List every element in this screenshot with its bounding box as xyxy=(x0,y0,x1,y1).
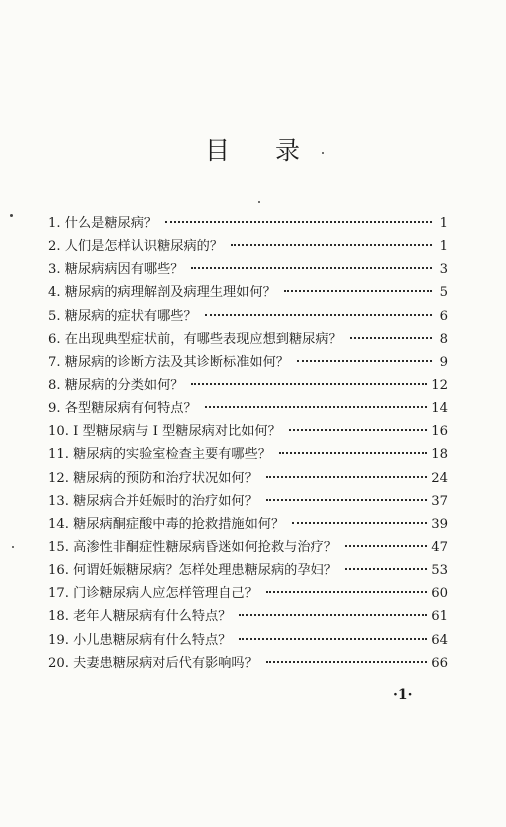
dot-leader xyxy=(297,360,432,362)
toc-entry xyxy=(48,258,448,281)
dot-leader xyxy=(345,568,427,570)
toc-entry-label: 7. 糖尿病的诊断方法及其诊断标准如何？ xyxy=(48,354,289,370)
toc-entry-page: 53 xyxy=(431,563,448,579)
title-char-2: 录 xyxy=(275,136,302,165)
toc-entry-label: 18. 老年人糖尿病有什么特点？ xyxy=(48,609,232,625)
toc-entry xyxy=(48,235,448,258)
scan-speck xyxy=(258,201,260,203)
toc-entry-label: 9. 各型糖尿病有何特点？ xyxy=(48,401,197,417)
dot-leader xyxy=(231,244,432,246)
dot-leader xyxy=(289,429,427,431)
toc-entry-label: 8. 糖尿病的分类如何？ xyxy=(48,377,184,393)
dot-leader xyxy=(205,406,428,408)
toc-entry-page: 61 xyxy=(431,609,448,625)
scan-speck xyxy=(10,214,13,217)
toc-entry-page: 14 xyxy=(431,401,448,417)
page-number: ·1· xyxy=(393,687,413,703)
toc-entry-page: 37 xyxy=(431,493,448,509)
toc-entry-label: 16. 何谓妊娠糖尿病？怎样处理患糖尿病的孕妇？ xyxy=(48,563,337,579)
dot-leader xyxy=(345,545,427,547)
toc-entry-label: 11. 糖尿病的实验室检查主要有哪些？ xyxy=(48,447,271,463)
toc-entry xyxy=(48,397,448,420)
table-of-contents xyxy=(48,212,448,675)
toc-entry-label: 1. 什么是糖尿病？ xyxy=(48,216,158,231)
toc-entry xyxy=(48,443,448,466)
dot-leader xyxy=(350,337,432,339)
toc-entry-page: 64 xyxy=(431,632,448,648)
dot-leader xyxy=(292,522,427,524)
dot-leader xyxy=(266,591,427,593)
toc-entry xyxy=(48,467,448,490)
toc-entry-page: 47 xyxy=(431,539,448,555)
toc-entry xyxy=(48,559,448,582)
dot-leader xyxy=(266,499,427,501)
toc-entry-label: 19. 小儿患糖尿病有什么特点？ xyxy=(48,632,232,648)
toc-entry-page: 8 xyxy=(439,331,448,347)
page-title xyxy=(0,131,506,167)
dot-leader xyxy=(191,383,427,385)
toc-entry-page: 39 xyxy=(431,516,448,532)
toc-entry xyxy=(48,513,448,536)
dot-leader xyxy=(266,476,427,478)
toc-entry-page: 16 xyxy=(431,424,448,440)
dot-leader xyxy=(266,661,427,663)
toc-entry-label: 14. 糖尿病酮症酸中毒的抢救措施如何？ xyxy=(48,516,285,532)
toc-entry-label: 3. 糖尿病病因有哪些？ xyxy=(48,262,184,278)
toc-entry xyxy=(48,629,448,652)
toc-entry-label: 10. I 型糖尿病与 I 型糖尿病对比如何？ xyxy=(48,424,281,440)
toc-entry-label: 12. 糖尿病的预防和治疗状况如何？ xyxy=(48,470,258,486)
toc-entry-page: 1 xyxy=(439,216,448,231)
dot-leader xyxy=(205,314,432,316)
toc-entry xyxy=(48,536,448,559)
toc-entry-page: 9 xyxy=(439,354,448,370)
toc-entry xyxy=(48,420,448,443)
toc-entry xyxy=(48,582,448,605)
toc-entry-label: 2. 人们是怎样认识糖尿病的？ xyxy=(48,239,224,255)
toc-entry xyxy=(48,490,448,513)
toc-entry-page: 12 xyxy=(431,377,448,393)
toc-entry-label: 17. 门诊糖尿病人应怎样管理自己？ xyxy=(48,586,258,602)
toc-entry xyxy=(48,605,448,628)
dot-leader xyxy=(191,267,432,269)
dot-leader xyxy=(239,614,427,616)
toc-entry xyxy=(48,351,448,374)
toc-entry xyxy=(48,281,448,304)
toc-entry xyxy=(48,652,448,675)
toc-entry-page: 24 xyxy=(431,470,448,486)
toc-entry-label: 4. 糖尿病的病理解剖及病理生理如何？ xyxy=(48,285,276,301)
toc-entry-page: 5 xyxy=(439,285,448,301)
toc-entry-page: 66 xyxy=(431,655,448,671)
toc-entry xyxy=(48,212,448,235)
toc-entry-page: 60 xyxy=(431,586,448,602)
toc-entry-page: 3 xyxy=(439,262,448,278)
toc-entry-label: 20. 夫妻患糖尿病对后代有影响吗？ xyxy=(48,655,258,671)
toc-entry-label: 13. 糖尿病合并妊娠时的治疗如何？ xyxy=(48,493,258,509)
toc-entry-label: 5. 糖尿病的症状有哪些？ xyxy=(48,308,197,324)
dot-leader xyxy=(239,638,427,640)
toc-entry-page: 1 xyxy=(439,239,448,255)
toc-entry-page: 18 xyxy=(431,447,448,463)
scan-speck xyxy=(322,152,324,154)
toc-entry xyxy=(48,328,448,351)
dot-leader xyxy=(284,290,432,292)
toc-entry-label: 15. 高渗性非酮症性糖尿病昏迷如何抢救与治疗？ xyxy=(48,539,337,555)
toc-entry-label: 6. 在出现典型症状前，有哪些表现应想到糖尿病？ xyxy=(48,331,342,347)
scan-speck xyxy=(12,546,14,548)
title-char-1: 目 xyxy=(204,136,231,165)
dot-leader xyxy=(279,452,427,454)
toc-entry xyxy=(48,374,448,397)
toc-entry-page: 6 xyxy=(439,308,448,324)
toc-entry xyxy=(48,305,448,328)
dot-leader xyxy=(165,221,432,223)
